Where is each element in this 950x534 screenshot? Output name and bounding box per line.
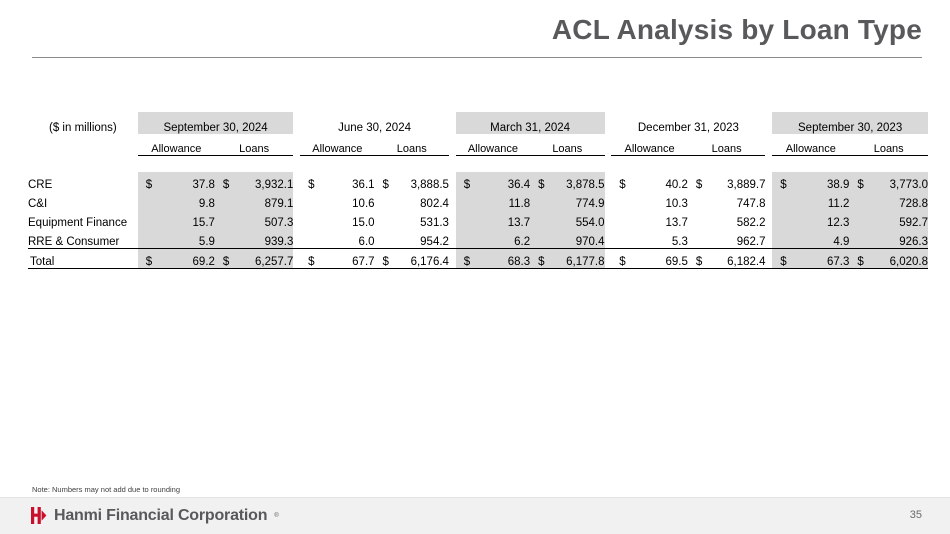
trademark-symbol: ® (274, 512, 279, 519)
cell-allowance: 6.0 (358, 236, 375, 248)
cell-allowance: $ 36.1 (300, 172, 374, 191)
row-label: RRE & Consumer (28, 236, 120, 248)
cell-allowance: 13.7 (665, 217, 688, 229)
cell-allowance: $ 68.3 (456, 249, 530, 269)
cell-loans: 802.4 (420, 198, 449, 210)
column-header-allowance: Allowance (300, 134, 374, 156)
cell-loans: 879.1 (215, 191, 293, 210)
cell-loans: 970.4 (530, 229, 604, 249)
cell-allowance: 13.7 (456, 210, 530, 229)
column-gap (605, 229, 612, 249)
column-header-loans: Loans (849, 134, 928, 156)
company-name: Hanmi Financial Corporation (54, 506, 268, 524)
table-total-row (28, 249, 928, 269)
column-gap (765, 134, 772, 156)
slide-footer (0, 497, 950, 534)
cell-allowance: $ 37.8 (138, 172, 215, 191)
column-gap (293, 249, 300, 269)
currency-symbol: $ (780, 179, 787, 191)
cell-loans: $ 3,888.5 (375, 172, 449, 191)
column-header-loans: Loans (530, 134, 604, 156)
currency-symbol: $ (222, 179, 230, 191)
currency-symbol: $ (780, 256, 787, 268)
table-header-subcolumns (28, 134, 928, 156)
column-gap (765, 191, 772, 210)
column-header-allowance: Allowance (611, 134, 688, 156)
cell-allowance: 10.6 (352, 198, 375, 210)
cell-loans: 954.2 (420, 236, 449, 248)
column-gap (765, 249, 772, 269)
table-row (28, 229, 928, 249)
column-gap (605, 210, 612, 229)
currency-symbol: $ (857, 256, 864, 268)
cell-loans: 962.7 (736, 236, 766, 248)
column-gap (293, 210, 300, 229)
cell-allowance: $ 69.5 (611, 249, 688, 269)
subheader-spacer (28, 134, 138, 156)
cell-loans: 592.7 (849, 210, 928, 229)
cell-loans: $ 3,889.7 (688, 172, 766, 191)
cell-allowance: 11.2 (772, 191, 849, 210)
column-gap (605, 249, 612, 269)
column-gap (293, 172, 300, 191)
cell-allowance: 10.3 (665, 198, 688, 210)
currency-symbol: $ (308, 256, 315, 268)
currency-symbol: $ (308, 179, 315, 191)
cell-loans: $ 3,878.5 (530, 172, 604, 191)
currency-symbol: $ (619, 256, 626, 268)
cell-allowance: 9.8 (138, 191, 215, 210)
cell-loans: $ 3,773.0 (849, 172, 928, 191)
column-header-period: March 31, 2024 (456, 112, 605, 134)
cell-allowance: 5.3 (671, 236, 688, 248)
column-gap (449, 134, 456, 156)
column-gap (449, 210, 456, 229)
page-number: 35 (909, 509, 922, 521)
cell-allowance: $ 69.2 (138, 249, 215, 269)
column-gap (605, 172, 612, 191)
cell-allowance: 12.3 (772, 210, 849, 229)
page-title: ACL Analysis by Loan Type (551, 14, 922, 45)
cell-allowance: $ 67.7 (300, 249, 374, 269)
currency-symbol: $ (382, 179, 389, 191)
column-gap (605, 191, 612, 210)
table-spacer-cell (28, 156, 928, 173)
currency-symbol: $ (222, 256, 230, 268)
currency-symbol: $ (382, 256, 389, 268)
cell-allowance: 6.2 (456, 229, 530, 249)
cell-allowance: 15.0 (352, 217, 375, 229)
cell-loans: 582.2 (736, 217, 766, 229)
currency-symbol: $ (695, 179, 703, 191)
column-gap (605, 134, 612, 156)
cell-allowance: $ 36.4 (456, 172, 530, 191)
column-gap (605, 112, 612, 134)
table-row (28, 191, 928, 210)
row-label: Equipment Finance (28, 217, 128, 229)
column-header-loans: Loans (688, 134, 766, 156)
cell-loans: $ 6,176.4 (375, 249, 449, 269)
currency-symbol: $ (463, 179, 471, 191)
cell-loans: $ 3,932.1 (215, 172, 293, 191)
acl-table (28, 112, 928, 269)
table-spacer-row (28, 156, 928, 173)
column-header-period: September 30, 2023 (772, 112, 928, 134)
acl-table-container (28, 112, 928, 269)
row-label: C&I (28, 198, 48, 210)
column-header-loans: Loans (215, 134, 293, 156)
column-gap (449, 172, 456, 191)
company-logo (30, 506, 279, 525)
cell-loans: 926.3 (849, 229, 928, 249)
cell-loans: $ 6,020.8 (849, 249, 928, 269)
column-header-loans: Loans (375, 134, 449, 156)
column-header-period: September 30, 2024 (138, 112, 294, 134)
cell-allowance: $ 40.2 (611, 172, 688, 191)
column-gap (765, 210, 772, 229)
cell-loans: 774.9 (530, 191, 604, 210)
column-gap (293, 112, 300, 134)
cell-allowance: 15.7 (138, 210, 215, 229)
cell-loans: 531.3 (420, 217, 449, 229)
currency-symbol: $ (538, 179, 545, 191)
column-gap (449, 229, 456, 249)
table-header-periods (28, 112, 928, 134)
cell-loans: 939.3 (215, 229, 293, 249)
footnote: Note: Numbers may not add due to rounding (32, 485, 181, 494)
cell-allowance: 5.9 (138, 229, 215, 249)
column-gap (293, 229, 300, 249)
cell-loans: $ 6,177.8 (530, 249, 604, 269)
table-row (28, 172, 928, 191)
currency-symbol: $ (463, 256, 471, 268)
currency-symbol: $ (857, 179, 864, 191)
cell-loans: 507.3 (215, 210, 293, 229)
cell-allowance: 4.9 (772, 229, 849, 249)
column-gap (765, 229, 772, 249)
column-header-allowance: Allowance (138, 134, 215, 156)
column-header-period: June 30, 2024 (338, 122, 411, 134)
column-gap (449, 112, 456, 134)
row-label: Total (28, 249, 138, 269)
cell-loans: 728.8 (849, 191, 928, 210)
column-gap (765, 112, 772, 134)
column-header-allowance: Allowance (456, 134, 530, 156)
cell-allowance: $ 67.3 (772, 249, 849, 269)
column-gap (293, 191, 300, 210)
cell-loans: 554.0 (530, 210, 604, 229)
column-header-allowance: Allowance (772, 134, 849, 156)
cell-loans: 747.8 (736, 198, 766, 210)
column-gap (765, 172, 772, 191)
column-header-period: December 31, 2023 (637, 122, 739, 134)
units-label: ($ in millions) (49, 122, 117, 134)
currency-symbol: $ (538, 256, 545, 268)
row-label: CRE (28, 179, 53, 191)
column-gap (293, 134, 300, 156)
cell-allowance: 11.8 (456, 191, 530, 210)
currency-symbol: $ (145, 256, 153, 268)
cell-loans: $ 6,257.7 (215, 249, 293, 269)
currency-symbol: $ (619, 179, 626, 191)
column-gap (449, 191, 456, 210)
column-gap (449, 249, 456, 269)
hanmi-logo-mark-icon (30, 506, 47, 525)
cell-allowance: $ 38.9 (772, 172, 849, 191)
currency-symbol: $ (145, 179, 153, 191)
cell-loans: $ 6,182.4 (688, 249, 766, 269)
title-divider (32, 57, 922, 58)
table-row (28, 210, 928, 229)
currency-symbol: $ (695, 256, 703, 268)
